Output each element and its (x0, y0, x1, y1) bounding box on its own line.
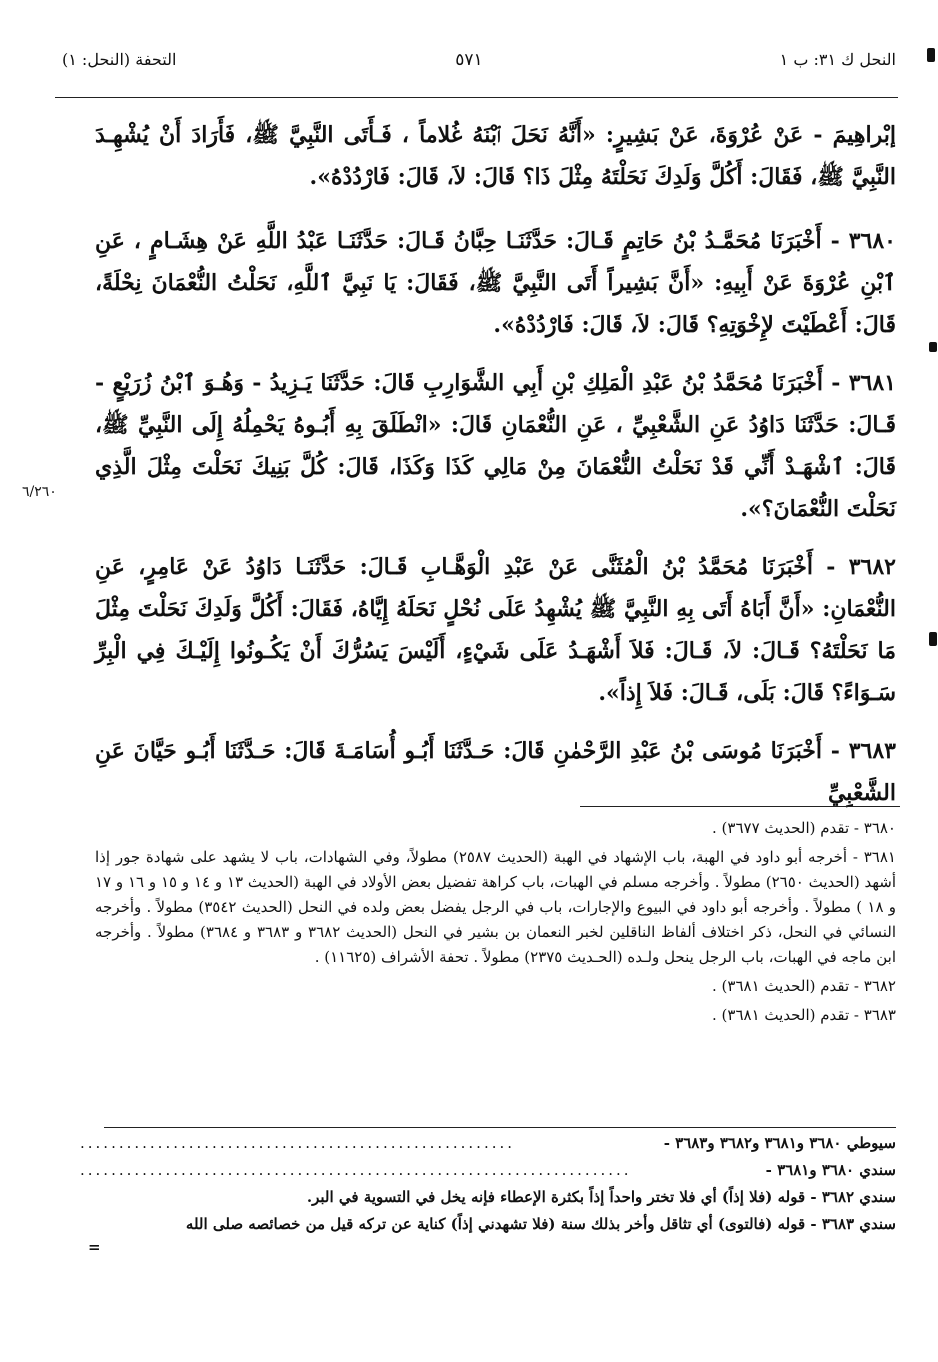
hadith-paragraph: ٣٦٨٠ - أَخْبَرَنَا مُحَمَّـدُ بْنُ حَاتِمٍ قَـالَ: حَدَّثَنَـا حِبَّانُ قَـالَ: حَدَّثَنَـا عَبْدُ اللَّهِ عَنْ هِشَـامٍ ، عَنِ ٱبْنِ عُرْوَةَ عَنْ أَبِيهِ: «أَنَّ بَشِيراً أَتَى النَّبِيَّ ﷺ، فَقَالَ: يَا نَبِيَّ ٱللَّهِ، نَحَلْتُ النُّعْمَانَ نِحْلَةً، قَالَ: أَعْطَيْتَ لإِخْوَتِهِ؟ قَالَ: لاَ، قَالَ: فَارْدُدْهُ». (95, 228, 896, 338)
commentary-line (80, 1184, 896, 1211)
footnote-rule (580, 806, 900, 807)
commentary-text: سندي ٣٦٨٢ - قوله (فلا إذاً) أي فلا تختر واحداً إذاً بكثرة الإعطاء فإنه يخل في التسوية في البر. (306, 1188, 896, 1206)
footnote: ٣٦٨١ - أخرجه أبو داود في الهبة، باب الإشهاد في الهبة (الحديث ٢٥٨٧) مطولاً، وفي الشهادات، باب لا يشهد على شهادة جور إذا أشهد (الحديث ٢٦٥٠) مطولاً . وأخرجه مسلم في الهبات، باب كراهة تفضيل بعض الأولاد في الهبة (الحديث ١٣ و ١٤ و ١٥ و ١٦ و ١٧ و ١٨ ) مطولاً . وأخرجه أبو داود في البيوع والإجارات، باب في الرجل يفضل بعض ولده في النحل (الحديث ٣٥٤٢) مطولاً . وأخرجه النسائي في النحل، ذكر اختلاف ألفاظ الناقلين لخبر النعمان بن بشير في النحل (الحديث ٣٦٨٢ و ٣٦٨٣ و ٣٦٨٤) مطولاً . وأخرجه ابن ماجه في الهبات، باب الرجل ينحل ولـده (الحـديث ٢٣٧٥) مطولاً . تحفة الأشراف (١١٦٢٥) . (95, 848, 897, 966)
commentary-line (80, 1211, 896, 1238)
commentary-text: سيوطي ٣٦٨٠ و٣٦٨١ و٣٦٨٢ و٣٦٨٣ - (663, 1134, 896, 1152)
ink-mark (929, 342, 937, 352)
tuhfa-reference: التحفة (النحل: ١) (62, 50, 177, 69)
commentary (80, 1130, 896, 1238)
chapter-reference: النحل ك ٣١: ب ١ (779, 50, 896, 69)
footnote: ٣٦٨٣ - تقدم (الحديث ٣٦٨١) . (712, 1006, 896, 1024)
hadith-paragraph: ٣٦٨١ - أَخْبَرَنَا مُحَمَّدُ بْنُ عَبْدِ الْمَلِكِ بْنِ أَبِي الشَّوَارِبِ قَالَ: حَدَّثَنَا يَـزِيدُ - وَهُـوَ ٱبْنُ زُرَيْعٍ - قَـالَ: حَدَّثَنَا دَاوُدُ عَنِ الشَّعْبِيِّ ، عَنِ النُّعْمَانِ قَالَ: «انْطَلَقَ بِهِ أَبُـوهُ يَحْمِلُهُ إِلَى النَّبِيِّ ﷺ، قَالَ: ٱشْهَـدْ أَنِّي قَدْ نَحَلْتُ النُّعْمَانَ مِنْ مَالِي كَذَا وَكَذَا، قَالَ: كُلَّ بَنِيكَ نَحَلْتَ مِثْلَ الَّذِي نَحَلْتَ النُّعْمَانَ؟». (95, 370, 896, 522)
ink-mark (927, 48, 935, 62)
ink-mark (929, 632, 937, 646)
main-text (95, 114, 896, 830)
commentary-line (80, 1157, 896, 1184)
commentary-text: سندي ٣٦٨٣ - قوله (فالتوى) أي تثاقل وأخر بذلك سنة (فلا تشهدني إذاً) كناية عن تركه قيل من خصائصه صلى الله (185, 1215, 896, 1233)
footnotes (95, 816, 896, 1032)
hadith-paragraph: ٣٦٨٣ - أَخْبَرَنَا مُوسَى بْنُ عَبْدِ الرَّحْمٰنِ قَالَ: حَـدَّثَنَا أَبُـو أُسَامَـةَ قَالَ: حَـدَّثَنَا أَبُـو حَيَّانَ عَنِ الشَّعْبِيِّ (95, 738, 896, 806)
header-rule (55, 97, 898, 98)
commentary-text: سندي ٣٦٨٠ و٣٦٨١ - (765, 1161, 896, 1179)
hadith-paragraph: ٣٦٨٢ - أَخْبَرَنَا مُحَمَّدُ بْنُ الْمُثَنَّى عَنْ عَبْدِ الْوَهَّـابِ قَـالَ: حَدَّثَنَـا دَاوُدُ عَنْ عَامِرٍ، عَنِ النُّعْمَانِ: «أَنَّ أَبَاهُ أَتَى بِهِ النَّبِيَّ ﷺ يُشْهِدُ عَلَى نُحْلٍ نَحَلَهُ إِيَّاهُ، فَقَالَ: أَكُلَّ وَلَدِكَ نَحَلْتَ مِثْلَ مَا نَحَلْتَهُ؟ قَـالَ: لاَ، قَـالَ: فَلاَ أَشْهَـدُ عَلَى شَيْءٍ، أَلَيْسَ يَسُرُّكَ أَنْ يَكُـونُوا إِلَيْـكَ فِي الْبِرِّ سَـوَاءً؟ قَالَ: بَلَى، قَـالَ: فَلاَ إِذاً». (95, 554, 896, 706)
hadith-paragraph: إبْراهِيمَ - عَنْ عُرْوَةَ، عَنْ بَشِيرٍ: «أَنَّهُ نَحَلَ ٱبْنَهُ غُلاماً ، فَـأَتَى النَّبِيَّ ﷺ، فَأَرَادَ أَنْ يُشْهِـدَ النَّبِيَّ ﷺ، فَقَالَ: أَكُلَّ وَلَدِكَ نَحَلْتَهُ مِثْلَ ذَا؟ قَالَ: لاَ، قَالَ: فَارْدُدْهُ». (95, 122, 896, 190)
dot-leader: ....................................................................... (80, 1161, 632, 1179)
footnote: ٣٦٨٠ - تقدم (الحديث ٣٦٧٧) . (712, 819, 896, 837)
dot-leader: ........................................................ (80, 1134, 516, 1152)
margin-note: ٦/٢٦٠ (22, 484, 57, 500)
commentary-rule (104, 1127, 896, 1128)
page-number: ٥٧١ (455, 50, 483, 70)
commentary-line (80, 1130, 896, 1157)
footnote: ٣٦٨٢ - تقدم (الحديث ٣٦٨١) . (712, 977, 896, 995)
continuation-mark: = (88, 1238, 101, 1256)
